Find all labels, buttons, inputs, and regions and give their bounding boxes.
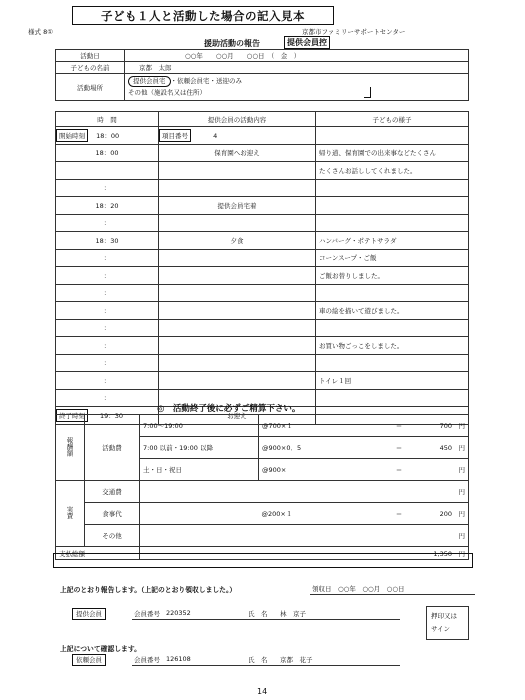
time-cell[interactable]: ： bbox=[56, 302, 159, 320]
child-name-value[interactable]: 京都 太郎 bbox=[125, 62, 469, 74]
child-state-cell[interactable] bbox=[316, 319, 469, 337]
child-state-cell[interactable]: 車の絵を描いて遊びました。 bbox=[316, 302, 469, 320]
child-state-cell[interactable]: ハンバーグ・ポテトサラダ bbox=[316, 232, 469, 250]
fee-rate[interactable]: @900×0．5 bbox=[259, 437, 376, 459]
actual-cost-label: 実費 bbox=[56, 481, 85, 547]
child-state-cell[interactable] bbox=[316, 389, 469, 407]
time-cell[interactable]: 18：20 bbox=[56, 197, 159, 215]
content-cell[interactable] bbox=[159, 372, 316, 390]
activity-fee-label: 活動費 bbox=[85, 415, 140, 481]
table-row bbox=[56, 354, 469, 372]
content-cell[interactable] bbox=[159, 302, 316, 320]
time-cell[interactable]: ： bbox=[56, 179, 159, 197]
table-row bbox=[56, 232, 469, 250]
start-time-label: 開始時刻 bbox=[56, 129, 88, 142]
content-cell[interactable] bbox=[159, 249, 316, 267]
activity-info-table bbox=[55, 49, 469, 101]
place-options: ・依頼会員宅・送迎のみ bbox=[170, 77, 242, 85]
table-row bbox=[56, 179, 469, 197]
time-cell[interactable]: ： bbox=[56, 284, 159, 302]
col-header-time: 時 間 bbox=[56, 112, 159, 127]
fee-range: 7:00 以前・19:00 以降 bbox=[140, 437, 259, 459]
seal-text-line1: 押印又は bbox=[431, 612, 457, 620]
content-cell[interactable] bbox=[159, 267, 316, 285]
table-row bbox=[56, 144, 469, 162]
form-number: 様式 8① bbox=[28, 28, 54, 36]
seal-text-line2: サイン bbox=[431, 625, 451, 633]
time-cell[interactable]: ： bbox=[56, 249, 159, 267]
requester-underline bbox=[132, 665, 400, 666]
time-cell[interactable]: 18：30 bbox=[56, 232, 159, 250]
table-row bbox=[56, 267, 469, 285]
activity-table bbox=[55, 111, 469, 425]
settlement-notice: ◎ 活動終了後に必ずご精算下さい。 bbox=[157, 404, 301, 414]
place-field[interactable] bbox=[125, 74, 469, 101]
content-cell[interactable] bbox=[159, 284, 316, 302]
col-header-content: 提供会員の活動内容 bbox=[159, 112, 316, 127]
content-cell[interactable] bbox=[159, 337, 316, 355]
date-value[interactable]: ○○年 ○○月 ○○日 （ 金 ） bbox=[125, 50, 469, 62]
child-state-cell[interactable]: お買い物ごっこをしました。 bbox=[316, 337, 469, 355]
time-cell[interactable]: ： bbox=[56, 354, 159, 372]
item-number-label: 項目番号 bbox=[159, 129, 191, 142]
fee-amount[interactable]: 700 円 bbox=[423, 415, 469, 437]
end-content-cell[interactable]: お迎え bbox=[159, 407, 316, 425]
child-state-cell[interactable]: たくさんお話ししてくれました。 bbox=[316, 162, 469, 180]
total-amount[interactable]: 1,350 円 bbox=[140, 547, 469, 560]
end-time-label: 終了時刻 bbox=[56, 409, 88, 422]
content-cell[interactable] bbox=[159, 354, 316, 372]
start-time-value: 18：00 bbox=[96, 131, 120, 140]
item-number-value: 4 bbox=[213, 131, 218, 140]
time-cell[interactable]: ： bbox=[56, 319, 159, 337]
transport-amount[interactable]: 円 bbox=[140, 481, 469, 503]
table-row bbox=[56, 372, 469, 390]
other-label: その他 bbox=[85, 525, 140, 547]
provider-member-no[interactable]: 220352 bbox=[166, 609, 191, 617]
end-time-value: 19：30 bbox=[100, 411, 124, 420]
time-cell[interactable]: ： bbox=[56, 267, 159, 285]
requester-member-no-label: 会員番号 bbox=[134, 656, 160, 664]
child-state-cell[interactable] bbox=[316, 127, 469, 145]
requester-name[interactable]: 京都 花子 bbox=[280, 656, 313, 664]
table-row bbox=[56, 249, 469, 267]
provider-name-label: 氏 名 bbox=[248, 610, 268, 618]
receipt-date[interactable]: 領収日 ○○年 ○○月 ○○日 bbox=[312, 585, 405, 593]
center-name: 京都市ファミリーサポートセンター bbox=[302, 28, 406, 36]
reward-label: 報酬額 bbox=[56, 415, 85, 481]
content-cell[interactable] bbox=[159, 319, 316, 337]
place-other-bracket bbox=[364, 87, 371, 98]
time-cell[interactable] bbox=[56, 162, 159, 180]
child-state-cell[interactable] bbox=[316, 197, 469, 215]
receipt-date-underline bbox=[310, 594, 475, 595]
seal-or-signature-box[interactable] bbox=[426, 606, 469, 640]
table-row bbox=[56, 214, 469, 232]
child-state-cell[interactable] bbox=[316, 354, 469, 372]
time-cell[interactable]: ： bbox=[56, 337, 159, 355]
content-cell[interactable]: 提供会員宅着 bbox=[159, 197, 316, 215]
fee-range: 7:00〜19:00 bbox=[140, 415, 259, 437]
item-number-cell[interactable] bbox=[159, 127, 316, 145]
content-cell[interactable] bbox=[159, 162, 316, 180]
provider-member-no-label: 会員番号 bbox=[134, 610, 160, 618]
meal-range bbox=[140, 503, 259, 525]
meal-label: 食事代 bbox=[85, 503, 140, 525]
other-amount[interactable]: 円 bbox=[140, 525, 469, 547]
time-cell[interactable]: ： bbox=[56, 372, 159, 390]
table-row bbox=[56, 197, 469, 215]
page-title: 子ども１人と活動した場合の記入見本 bbox=[72, 6, 334, 25]
table-row bbox=[56, 337, 469, 355]
place-label: 活動場所 bbox=[56, 74, 125, 101]
provider-underline bbox=[132, 619, 400, 620]
provider-role-label: 提供会員 bbox=[72, 608, 106, 620]
fee-rate[interactable]: @700×１ bbox=[259, 415, 376, 437]
table-row bbox=[56, 319, 469, 337]
report-title: 援助活動の報告 bbox=[204, 39, 260, 48]
table-row bbox=[56, 284, 469, 302]
page-number: 14 bbox=[257, 687, 268, 696]
requester-member-no[interactable]: 126108 bbox=[166, 655, 191, 663]
child-state-cell[interactable]: ご飯お替りしました。 bbox=[316, 267, 469, 285]
fee-equals: ＝ bbox=[375, 437, 423, 459]
meal-equals: ＝ bbox=[375, 503, 423, 525]
time-cell[interactable]: ： bbox=[56, 389, 159, 407]
confirm-statement: 上記について確認します。 bbox=[60, 645, 141, 653]
fee-equals: ＝ bbox=[375, 459, 423, 481]
child-state-cell[interactable]: コーンスープ・ご飯 bbox=[316, 249, 469, 267]
fee-range: 土・日・祝日 bbox=[140, 459, 259, 481]
child-state-cell[interactable] bbox=[316, 214, 469, 232]
content-cell[interactable] bbox=[159, 214, 316, 232]
child-name-label: 子どもの名前 bbox=[56, 62, 125, 74]
meal-amount[interactable]: 200 円 bbox=[423, 503, 469, 525]
start-time-cell[interactable] bbox=[56, 127, 159, 145]
fee-table bbox=[55, 411, 469, 560]
content-cell[interactable]: 保育園へお迎え bbox=[159, 144, 316, 162]
report-statement: 上記のとおり報告します。（上記のとおり領収しました。） bbox=[60, 586, 237, 594]
table-row bbox=[56, 162, 469, 180]
transport-label: 交通費 bbox=[85, 481, 140, 503]
content-cell[interactable] bbox=[159, 179, 316, 197]
table-row bbox=[56, 302, 469, 320]
total-highlight-box bbox=[53, 553, 473, 568]
child-state-cell[interactable]: トイレ１回 bbox=[316, 372, 469, 390]
place-other-label: その他（施設名又は住所） bbox=[128, 88, 206, 97]
content-cell[interactable]: 夕食 bbox=[159, 232, 316, 250]
child-state-cell[interactable] bbox=[316, 179, 469, 197]
fee-rate[interactable]: @900× bbox=[259, 459, 376, 481]
fee-amount[interactable]: 円 bbox=[423, 459, 469, 481]
date-label: 活動日 bbox=[56, 50, 125, 62]
requester-role-label: 依頼会員 bbox=[72, 654, 106, 666]
meal-rate[interactable]: @200×１ bbox=[259, 503, 376, 525]
report-copy-label: 提供会員控 bbox=[284, 36, 330, 49]
child-state-cell[interactable]: 帰り道、保育園での出来事などたくさん bbox=[316, 144, 469, 162]
fee-amount[interactable]: 450 円 bbox=[423, 437, 469, 459]
provider-name[interactable]: 林 京子 bbox=[280, 610, 306, 618]
total-label: 支払総額 bbox=[56, 547, 140, 560]
time-cell[interactable]: 18：00 bbox=[56, 144, 159, 162]
time-cell[interactable]: ： bbox=[56, 214, 159, 232]
requester-name-label: 氏 名 bbox=[248, 656, 268, 664]
place-option-provider-home[interactable]: 提供会員宅 bbox=[128, 76, 171, 87]
child-state-cell[interactable] bbox=[316, 284, 469, 302]
fee-equals: ＝ bbox=[375, 415, 423, 437]
col-header-child: 子どもの様子 bbox=[316, 112, 469, 127]
